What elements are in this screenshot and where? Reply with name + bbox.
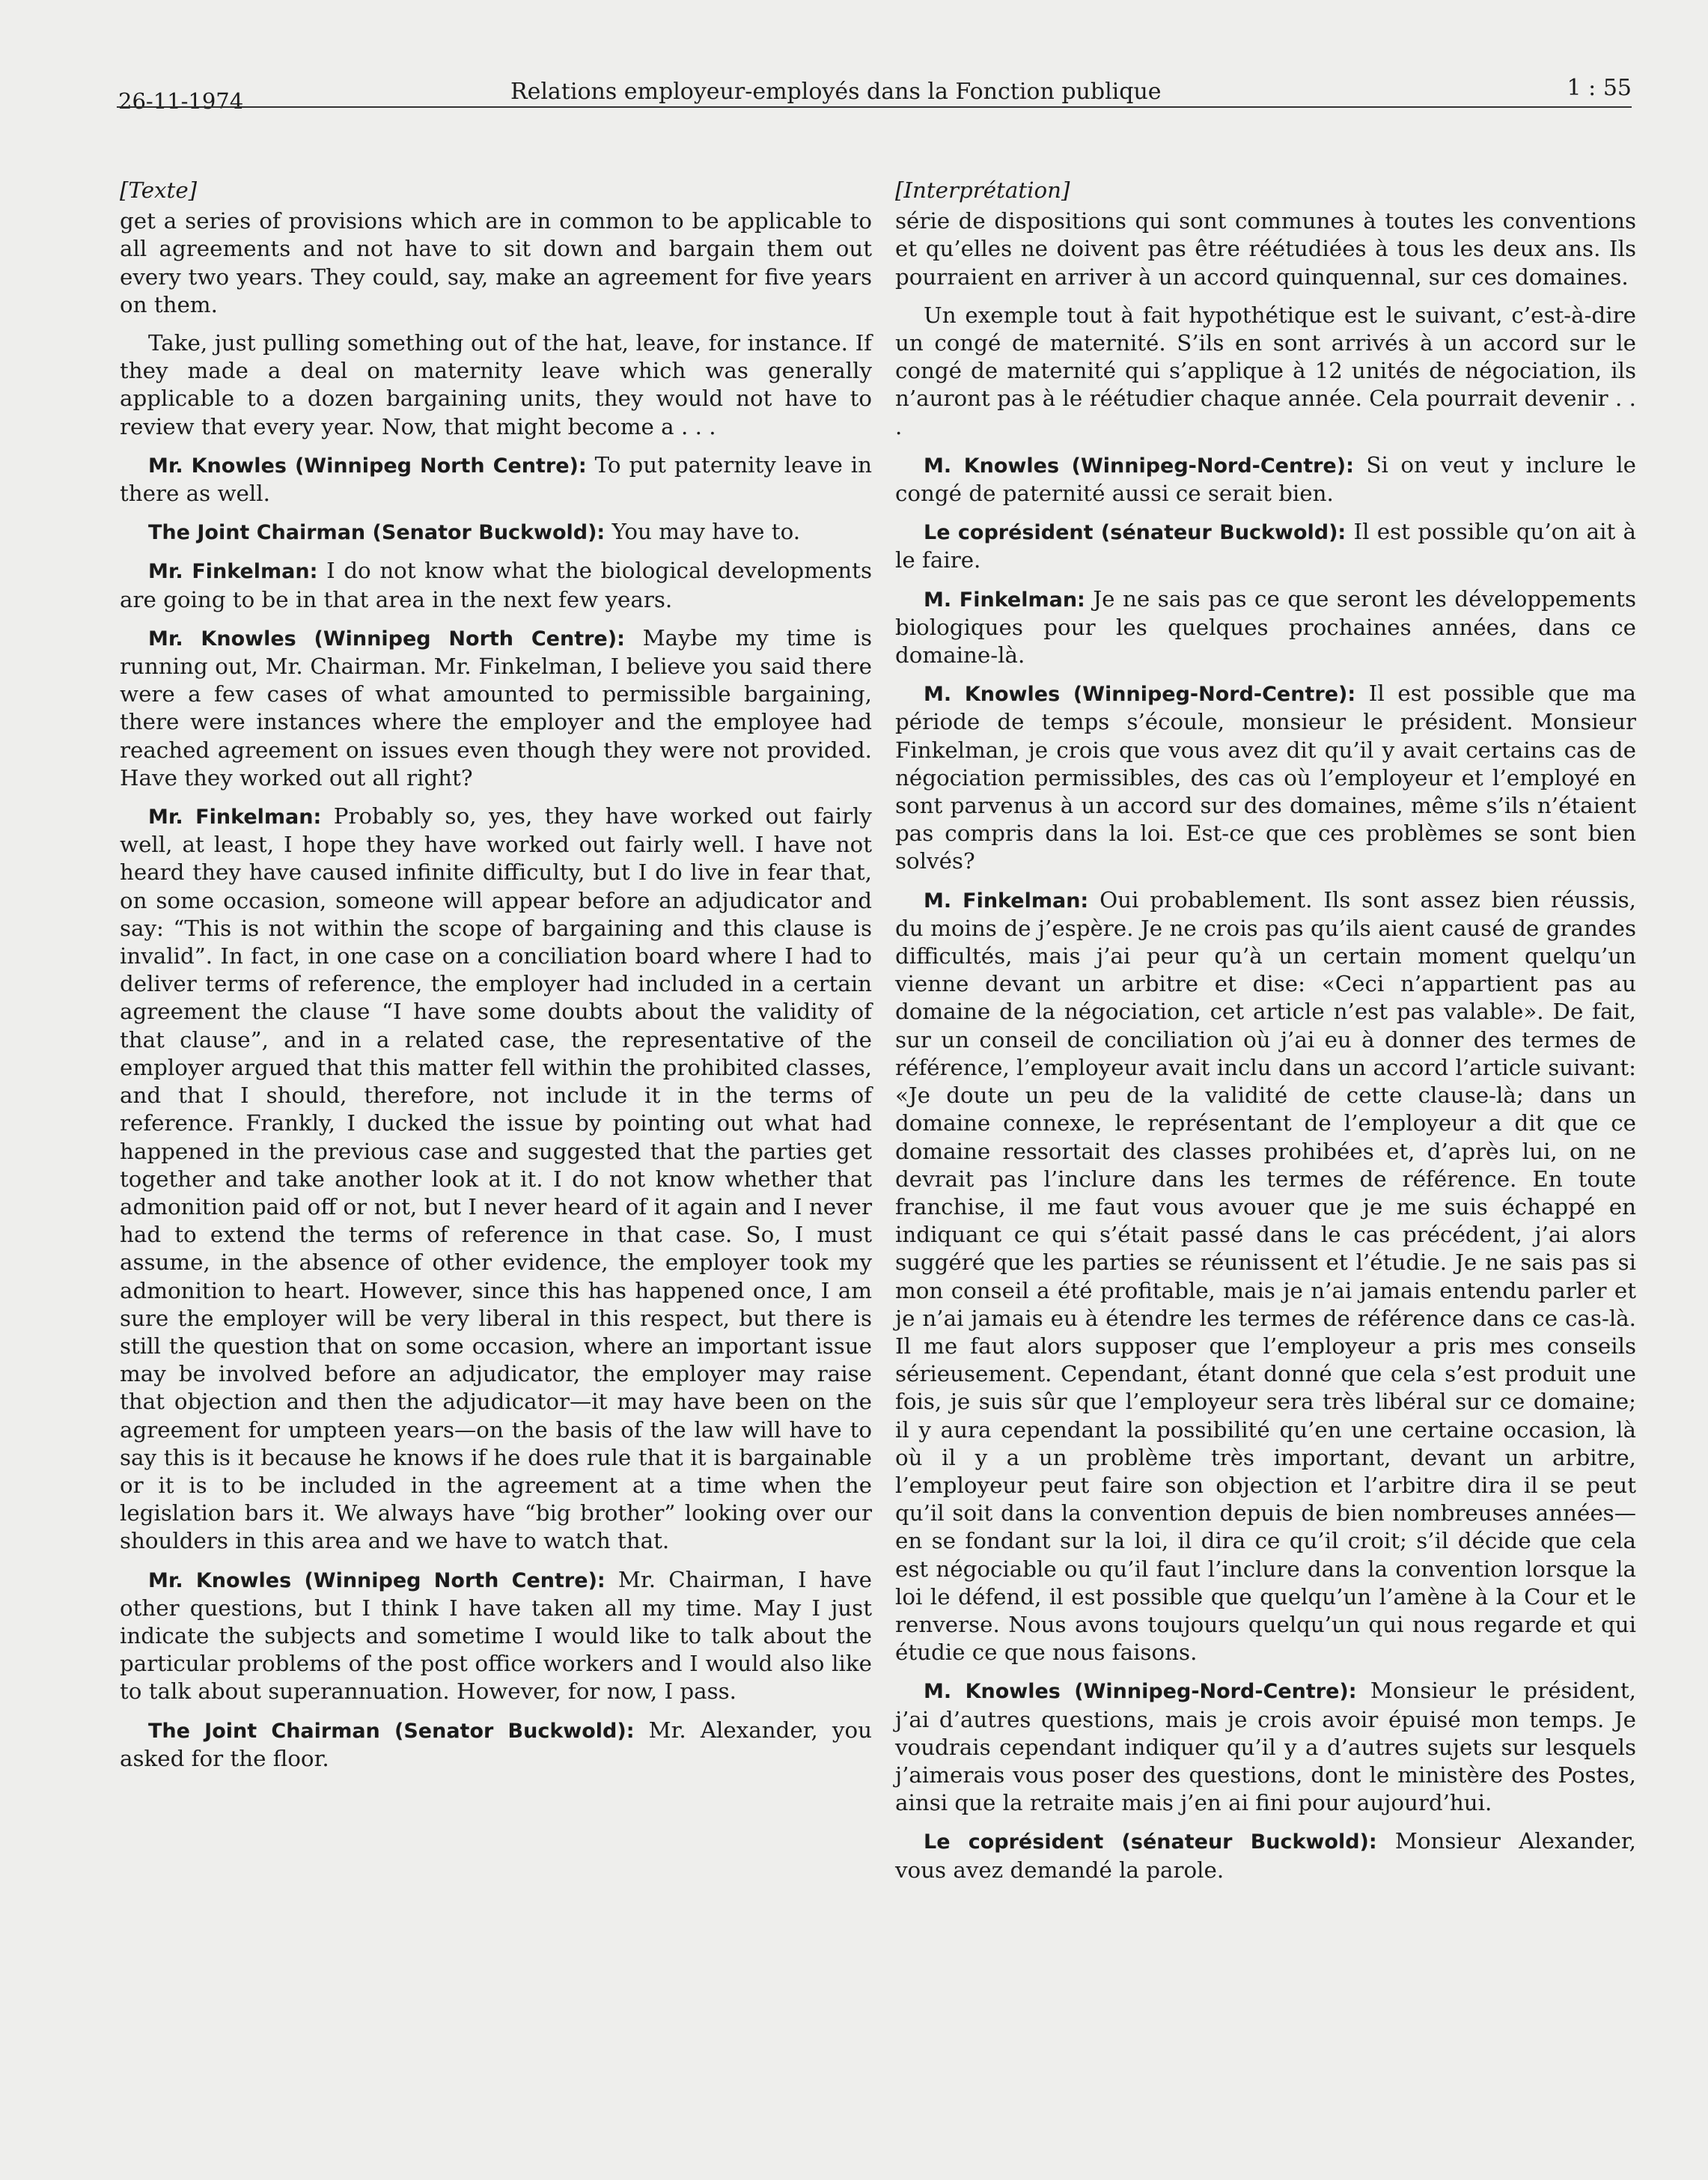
speech-paragraph (895, 1677, 1636, 1817)
speech-text: Mr. Chairman, I have other questions, but I think I have taken all my time. May I just indicate the subjects and sometime I would like to talk about the particular problems of the post office workers and I would also like to talk about superannuation. However, for now, I pass. (120, 1566, 872, 1705)
speaker-name: M. Knowles (Winnipeg-Nord-Centre): (924, 1680, 1357, 1704)
speech-paragraph (895, 1827, 1636, 1884)
speaker-name: M. Knowles (Winnipeg-Nord-Centre): (924, 683, 1356, 707)
speech-text: Je ne sais pas ce que seront les développements biologiques pour les quelques prochaines années, dans ce domaine-là. (895, 585, 1636, 669)
column-tag: [Interprétation] (895, 177, 1070, 203)
speech-paragraph (120, 803, 872, 1555)
paragraph: Take, just pulling something out of the hat, leave, for instance. If they made a deal on maternity leave which was generally applicable to a dozen bargaining units, they would not have to review that every year. Now, that might become a . . . (120, 330, 872, 439)
speaker-name: Mr. Knowles (Winnipeg North Centre): (148, 454, 587, 478)
paragraph: get a series of provisions which are in common to be applicable to all agreements and not have to sit down and bargain them out every two years. They could, say, make an agreement for five years on them. (120, 208, 872, 317)
speech-text: Maybe my time is running out, Mr. Chairman. Mr. Finkelman, I believe you said there were a few cases of what amounted to permissible bargaining, there were instances where the employer and the employee had reached agreement on issues even though they were not provided. Have they worked out all right? (120, 624, 872, 791)
french-column (895, 177, 1636, 1895)
speech-text: Mr. Alexander, you asked for the floor. (120, 1717, 872, 1771)
speech-paragraph (895, 451, 1636, 508)
speech-text: You may have to. (605, 519, 801, 545)
column-tag: [Texte] (120, 177, 198, 203)
speaker-name: Le coprésident (sénateur Buckwold): (924, 1830, 1377, 1854)
speech-paragraph (120, 624, 872, 792)
speech-paragraph (120, 518, 872, 546)
speech-paragraph (895, 680, 1636, 875)
header-title: Relations employeur-employés dans la Fonction publique (510, 79, 1162, 105)
speaker-name: Mr. Finkelman: (148, 560, 318, 584)
speaker-name: M. Finkelman: (924, 889, 1089, 913)
speaker-name: Le coprésident (sénateur Buckwold): (924, 521, 1346, 545)
paragraph: Un exemple tout à fait hypothétique est le suivant, c’est-à-dire un congé de maternité. S’ils en sont arrivés à un accord sur le congé de maternité qui s’applique à 12 unités de négociation, ils n’auront pas à le réétudier chaque année. Cela pourrait devenir . . . (895, 302, 1636, 439)
speech-text: Monsieur le président, j’ai d’autres questions, mais je crois avoir épuisé mon temps. Je voudrais cependant indiquer qu’il y a d’autres sujets sur lesquels j’aimerais vous poser des questions, dont le ministère des Postes, ainsi que la retraite mais j’en ai fini pour aujourd’hui. (895, 1678, 1636, 1816)
speaker-name: Mr. Finkelman: (148, 806, 322, 829)
speech-paragraph (120, 1717, 872, 1773)
speech-text: Il est possible que ma période de temps s’écoule, monsieur le président. Monsieur Finkelman, je crois que vous avez dit qu’il y avait certains cas de négociation permissibles, des cas où l’employeur et l’employé en sont parvenus à un accord sur des domaines, même s’ils n’étaient pas compris dans la loi. Est-ce que ces problèmes se sont bien solvés? (895, 681, 1636, 874)
speech-text: Il est possible qu’on ait à le faire. (895, 519, 1636, 573)
speech-text: Probably so, yes, they have worked out fairly well, at least, I hope they have worked out fairly well. I have not heard they have caused infinite difficulty, but I do live in fear that, on some occasion, someone will appear before an adjudicator and say: “This is not within the scope of bargaining and this clause is invalid”. In fact, in one case on a conciliation board where I had to deliver terms of reference, the employer had included in a certain agreement the clause “I have some doubts about the validity of that clause”, and in a related case, the representative of the employer argued that this matter fell within the prohibited classes, and that I should, therefore, not include it in the terms of reference. Frankly, I ducked the issue by pointing out what had happened in the previous case and suggested that the parties get together and take another look at it. I do not know whether that admonition paid off or not, but I never heard of it again and I never had to extend the terms of reference in that case. So, I must assume, in the absence of other evidence, the employer took my admonition to heart. However, since this has happened once, I am sure the employer will be very liberal in this respect, but there is still the question that on some occasion, where an important issue may be involved before an adjudicator, the employer may raise that objection and then the adjudicator—it may have been on the agreement for umpteen years—on the basis of the law will have to say this is it because he knows if he does rule that it is bargainable or it is to be included in the agreement at a time when the legislation bars it. We always have “big brother” looking over our shoulders in this area and we have to watch that. (120, 803, 872, 1554)
speech-paragraph (895, 518, 1636, 574)
paragraph: série de dispositions qui sont communes à toutes les conventions et qu’elles ne doivent pas être réétudiées à tous les deux ans. Ils pourraient en arriver à un accord quinquennal, sur ces domaines. (895, 208, 1636, 290)
header-page-number: 1 : 55 (1567, 75, 1632, 101)
header-date: 26-11-1974 (118, 88, 244, 114)
speech-text: Oui probablement. Ils sont assez bien réussis, du moins de j’espère. Je ne crois pas qu’ils aient causé de grandes difficultés, mais j’ai peur qu’à un certain moment quelqu’un vienne devant un arbitre et dise: «Ceci n’appartient pas au domaine de la négociation, cet article n’est pas valable». De fait, sur un conseil de conciliation où j’ai eu à donner des termes de référence, l’employeur avait inclu dans un accord l’article suivant: «Je doute un peu de la validité de cette clause-là; dans un domaine connexe, le représentant de l’employeur a dit que ce domaine ressortait des classes prohibées et, d’après lui, on ne devrait pas l’inclure dans les termes de référence. En toute franchise, il me faut vous avouer que je me suis échappé en indiquant ce qui s’était passé dans le cas précédent, j’ai alors suggéré que les parties se réunissent et l’étudie. Je ne sais pas si mon conseil a été profitable, mais je n’ai jamais entendu parler et je n’ai jamais eu à étendre les termes de référence dans ce cas-là. Il me faut alors supposer que l’employeur a pris mes conseils sérieusement. Cependant, étant donné que cela s’est produit une fois, je suis sûr que l’employeur sera très libéral sur ce domaine; il y aura cependant la possibilité qu’en une certaine occasion, là où il y a un problème très important, devant un arbitre, l’employeur peut faire son objection et l’arbitre dira il se peut qu’il soit dans la convention depuis de bien nombreuses années—en se fondant sur la loi, il dira ce qu’il croit; s’il décide que cela est négociable ou qu’il faut l’inclure dans la convention lorsque la loi le défend, il est possible que quelqu’un l’amène à la Cour et le renverse. Nous avons toujours quelqu’un qui nous regarde et qui étudie ce que nous faisons. (895, 886, 1636, 1666)
speech-paragraph (895, 585, 1636, 670)
speech-paragraph (120, 451, 872, 508)
speaker-name: M. Knowles (Winnipeg-Nord-Centre): (924, 454, 1354, 478)
speaker-name: Mr. Knowles (Winnipeg North Centre): (148, 627, 625, 651)
speech-paragraph (120, 1566, 872, 1706)
speech-text: I do not know what the biological developments are going to be in that area in the next few years. (120, 558, 872, 612)
speaker-name: M. Finkelman: (924, 588, 1085, 612)
speech-text: Monsieur Alexander, vous avez demandé la parole. (895, 1828, 1636, 1883)
speaker-name: The Joint Chairman (Senator Buckwold): (148, 1719, 635, 1743)
english-column (120, 177, 872, 1783)
speech-paragraph (120, 557, 872, 613)
speech-paragraph (895, 886, 1636, 1667)
speaker-name: Mr. Knowles (Winnipeg North Centre): (148, 1568, 606, 1592)
speaker-name: The Joint Chairman (Senator Buckwold): (148, 521, 606, 545)
header-rule (117, 106, 1632, 108)
speech-text: Si on veut y inclure le congé de paternité aussi ce serait bien. (895, 451, 1636, 507)
speech-text: To put paternity leave in there as well. (120, 451, 872, 507)
